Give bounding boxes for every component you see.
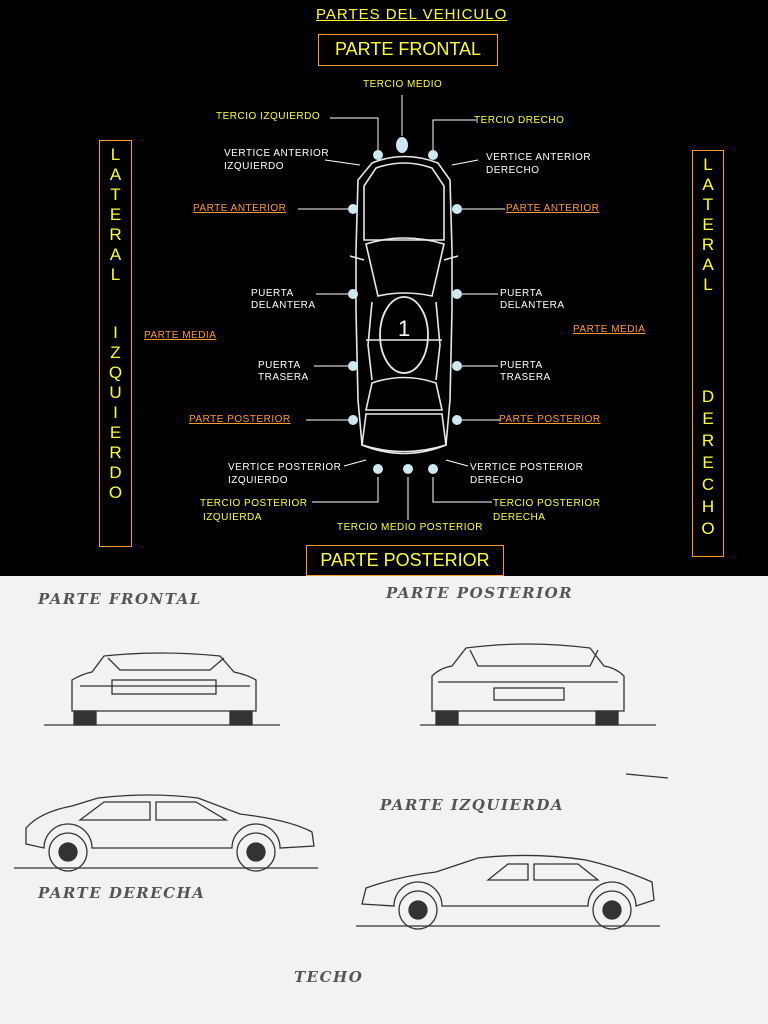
izquierdo-letter: R <box>109 443 122 462</box>
label-vertice-anterior-izq-2: IZQUIERDO <box>224 161 285 172</box>
label-parte-posterior-izq: PARTE POSTERIOR <box>189 414 291 425</box>
rear-view-car-drawing <box>420 644 656 725</box>
front-box: PARTE FRONTAL <box>318 34 498 66</box>
izquierdo-letter: E <box>109 423 122 442</box>
label-parte-anterior-izq: PARTE ANTERIOR <box>193 203 287 214</box>
view-label-derecha: PARTE DERECHA <box>38 884 206 902</box>
lateral-izq-letter: L <box>110 145 121 164</box>
label-vertice-anterior-der: VERTICE ANTERIOR <box>486 152 592 163</box>
lateral-der-letter: T <box>702 195 714 214</box>
lateral-izq-letter: E <box>109 205 122 224</box>
lateral-der-letter: L <box>703 275 713 294</box>
label-vertice-posterior-izq-2: IZQUIERDO <box>228 475 289 486</box>
label-puerta-trasera-izq-2: TRASERA <box>258 372 309 383</box>
lateral-izq-letter: A <box>109 245 122 264</box>
label-vertice-posterior-der: VERTICE POSTERIOR <box>470 462 584 473</box>
lateral-izq-letter: L <box>110 265 121 284</box>
label-parte-media-izq: PARTE MEDIA <box>144 330 217 341</box>
lateral-izq-letter: A <box>109 165 122 184</box>
label-puerta-trasera-der-2: TRASERA <box>500 372 551 383</box>
side-view-car-drawing-1 <box>14 795 318 871</box>
diagram-title: PARTES DEL VEHICULO <box>316 6 508 23</box>
label-vertice-anterior-izq: VERTICE ANTERIOR <box>224 148 330 159</box>
label-puerta-trasera-izq: PUERTA <box>258 360 301 371</box>
view-label-posterior: PARTE POSTERIOR <box>386 584 574 602</box>
derecho-letter: O <box>701 519 715 538</box>
izquierdo-letter: Q <box>108 363 123 382</box>
rear-box: PARTE POSTERIOR <box>306 545 504 576</box>
label-tercio-derecho: TERCIO DRECHO <box>474 115 565 126</box>
izquierdo-letter: Z <box>110 343 121 362</box>
label-vertice-posterior-der-2: DERECHO <box>470 475 524 486</box>
lateral-der-letter: A <box>702 255 714 274</box>
label-tercio-posterior-izq-2: IZQUIERDA <box>203 512 262 523</box>
label-tercio-medio: TERCIO MEDIO <box>363 79 443 90</box>
label-parte-anterior-der: PARTE ANTERIOR <box>506 203 600 214</box>
label-puerta-delantera-izq: PUERTA <box>251 288 294 299</box>
front-view-car-drawing <box>44 653 280 725</box>
lateral-der-letter: A <box>702 175 714 194</box>
label-puerta-delantera-izq-2: DELANTERA <box>251 300 316 311</box>
label-tercio-posterior-izq: TERCIO POSTERIOR <box>200 498 308 509</box>
izquierdo-letter: D <box>109 463 122 482</box>
label-tercio-izquierdo: TERCIO IZQUIERDO <box>216 111 321 122</box>
label-tercio-posterior-der-2: DERECHA <box>493 512 546 523</box>
lateral-izq-letter: R <box>109 225 122 244</box>
label-vertice-anterior-der-2: DERECHO <box>486 165 540 176</box>
derecho-letter: D <box>701 387 715 406</box>
label-puerta-delantera-der: PUERTA <box>500 288 543 299</box>
lateral-der-letter: L <box>703 155 713 174</box>
izquierdo-letter: I <box>113 403 118 422</box>
lateral-derecho-box <box>692 150 724 557</box>
izquierdo-letter: U <box>109 383 122 402</box>
view-label-frontal: PARTE FRONTAL <box>38 590 202 608</box>
car-views-sketch <box>0 576 768 1024</box>
lateral-izq-letter: T <box>110 185 121 204</box>
lateral-izquierdo-box <box>99 140 132 547</box>
izquierdo-letter: I <box>113 323 118 342</box>
izquierdo-letter: O <box>108 483 123 502</box>
derecho-letter: E <box>702 409 714 428</box>
label-tercio-posterior-der: TERCIO POSTERIOR <box>493 498 601 509</box>
roof-number: 1 <box>398 316 411 341</box>
lateral-der-letter: E <box>702 215 714 234</box>
derecho-letter: R <box>701 431 715 450</box>
label-puerta-trasera-der: PUERTA <box>500 360 543 371</box>
car-body-outline <box>350 157 458 454</box>
label-parte-media-der: PARTE MEDIA <box>573 324 646 335</box>
lateral-der-letter: R <box>701 235 715 254</box>
view-label-izquierda: PARTE IZQUIERDA <box>380 796 565 814</box>
label-vertice-posterior-izq: VERTICE POSTERIOR <box>228 462 342 473</box>
derecho-letter: H <box>701 497 715 516</box>
derecho-letter: E <box>702 453 714 472</box>
side-view-car-drawing-2 <box>356 855 660 929</box>
pencil-stroke <box>626 774 668 778</box>
derecho-letter: C <box>701 475 715 494</box>
view-label-techo: TECHO <box>294 968 364 986</box>
label-tercio-medio-posterior: TERCIO MEDIO POSTERIOR <box>337 522 484 533</box>
label-parte-posterior-der: PARTE POSTERIOR <box>499 414 601 425</box>
label-puerta-delantera-der-2: DELANTERA <box>500 300 565 311</box>
